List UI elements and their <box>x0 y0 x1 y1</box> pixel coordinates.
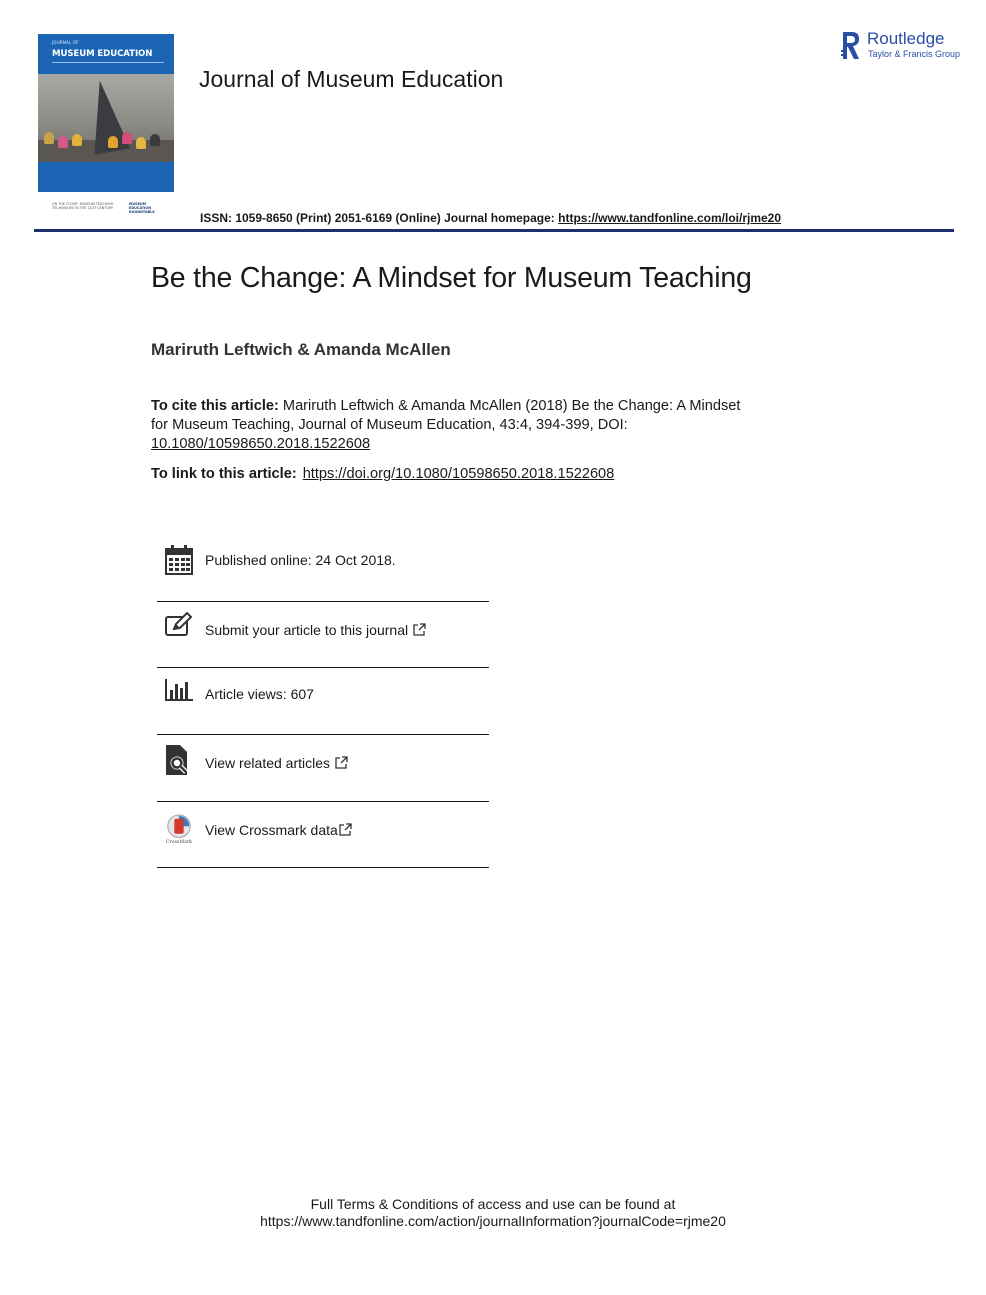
cover-photo <box>38 74 174 162</box>
view-crossmark-link[interactable] <box>205 822 352 838</box>
cover-photo-figure <box>44 132 54 144</box>
submit-label: Submit your article to this journal <box>205 622 409 638</box>
publisher-name: Routledge <box>867 29 945 48</box>
citation-block <box>151 397 751 454</box>
header-rule <box>34 229 954 232</box>
published-row <box>157 545 489 577</box>
footer-line-1: Full Terms & Conditions of access and use can be found at <box>310 1196 676 1212</box>
divider <box>157 801 489 802</box>
article-title: Be the Change: A Mindset for Museum Teaching <box>151 262 752 294</box>
article-doi-link[interactable]: https://doi.org/10.1080/10598650.2018.1522608 <box>302 466 615 482</box>
routledge-logo-icon[interactable] <box>841 30 861 61</box>
cover-photo-figure <box>72 134 82 146</box>
document-search-icon <box>165 745 193 775</box>
journal-cover-image <box>38 34 174 192</box>
cover-photo-figure <box>150 134 160 146</box>
cover-photo-figure <box>122 132 132 144</box>
published-date: Published online: 24 Oct 2018. <box>205 552 396 568</box>
view-related-link[interactable] <box>205 755 348 771</box>
cite-doi-link[interactable]: 10.1080/10598650.2018.1522608 <box>151 436 371 452</box>
cite-text: Mariruth Leftwich & Amanda McAllen (2018) Be the Change: A Mindset for Museum Teaching, Journal of Museum Education, 43:4, 394-399, DOI: <box>151 398 741 433</box>
link-label: To link to this article: <box>151 466 297 482</box>
external-link-icon <box>335 756 348 769</box>
edit-icon <box>165 612 193 642</box>
issn-text: ISSN: 1059-8650 (Print) 2051-6169 (Online) Journal homepage: <box>200 211 559 225</box>
external-link-icon <box>413 623 426 636</box>
bar-chart-icon <box>165 679 193 709</box>
journal-title: Journal of Museum Education <box>199 66 504 92</box>
cover-small-text: JOURNAL OF <box>52 40 79 45</box>
cover-title: MUSEUM EDUCATION <box>52 49 153 59</box>
divider <box>157 867 489 868</box>
related-label: View related articles <box>205 755 331 771</box>
submit-row[interactable] <box>157 612 489 644</box>
crossmark-icon <box>165 814 193 844</box>
cover-roundtable-logo: MUSEUM EDUCATION ROUNDTABLE <box>129 202 155 214</box>
views-row <box>157 679 489 707</box>
crossmark-row[interactable] <box>157 814 489 848</box>
external-link-icon <box>339 823 352 836</box>
cover-photo-figure <box>136 137 146 149</box>
cover-photo-figure <box>108 136 118 148</box>
journal-homepage-link[interactable]: https://www.tandfonline.com/loi/rjme20 <box>558 211 782 225</box>
cover-caption: ON THE FLOOR: MUSEUM TEACHING TECHNIQUES IN THE 21ST CENTURY <box>52 202 114 210</box>
terms-footer <box>0 1196 986 1230</box>
publisher-group: Taylor & Francis Group <box>868 49 961 59</box>
crossmark-label: View Crossmark data <box>205 822 338 838</box>
issn-line <box>200 211 781 225</box>
article-authors: Mariruth Leftwich & Amanda McAllen <box>151 340 451 359</box>
cite-label: To cite this article: <box>151 398 279 414</box>
article-views: Article views: 607 <box>205 686 314 702</box>
calendar-icon <box>165 545 193 575</box>
svg-text:CrossMark: CrossMark <box>165 840 193 844</box>
divider <box>157 667 489 668</box>
cover-photo-figure <box>58 136 68 148</box>
article-link-block <box>151 466 614 482</box>
related-row[interactable] <box>157 745 489 777</box>
submit-article-link[interactable] <box>205 622 426 638</box>
divider <box>157 601 489 602</box>
cover-divider <box>52 62 164 66</box>
divider <box>157 734 489 735</box>
footer-terms-link[interactable]: https://www.tandfonline.com/action/journalInformation?journalCode=rjme20 <box>260 1213 726 1229</box>
